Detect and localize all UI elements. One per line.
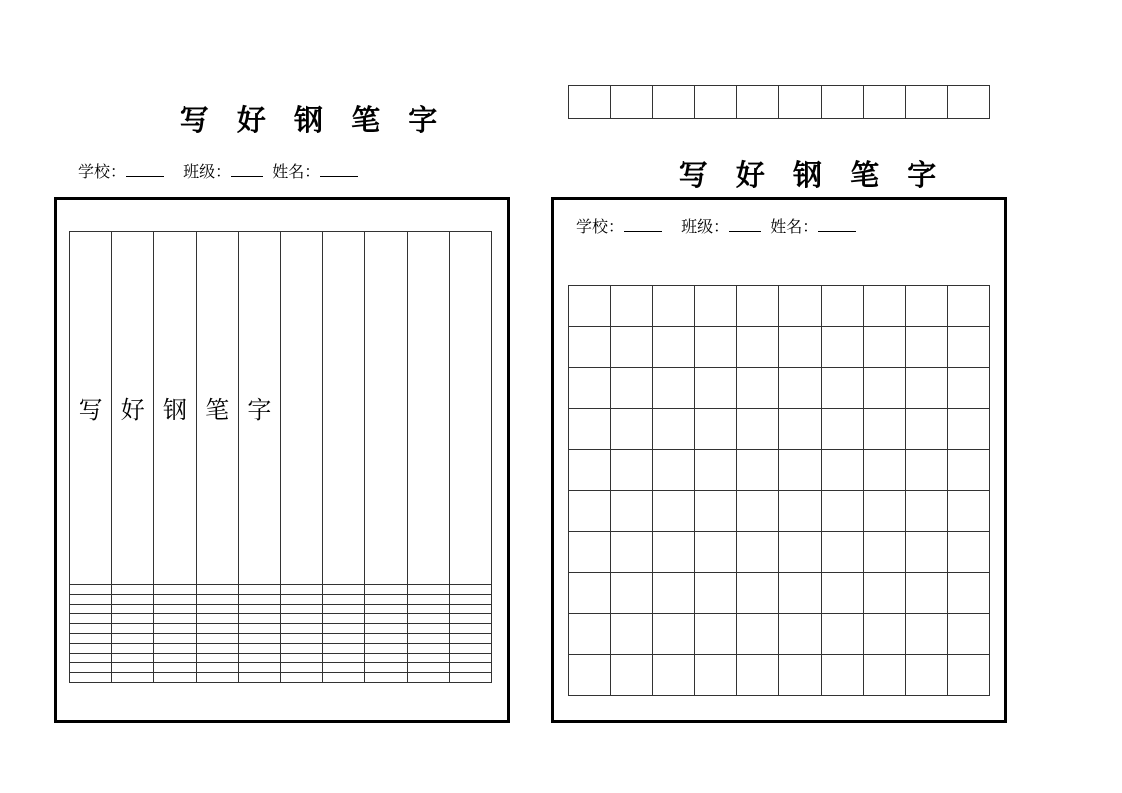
grid-cell[interactable]: [653, 573, 695, 614]
grid-cell[interactable]: [280, 663, 322, 673]
grid-cell[interactable]: [323, 663, 365, 673]
grid-cell[interactable]: [737, 286, 779, 327]
grid-cell[interactable]: [449, 584, 491, 594]
grid-cell[interactable]: [695, 86, 737, 119]
grid-cell[interactable]: [905, 286, 947, 327]
grid-cell[interactable]: [323, 614, 365, 624]
grid-cell[interactable]: [323, 643, 365, 653]
grid-cell[interactable]: [695, 614, 737, 655]
class-label: 班级：: [681, 217, 730, 236]
grid-cell[interactable]: [449, 663, 491, 673]
grid-row: [569, 327, 990, 368]
grid-cell[interactable]: [407, 594, 449, 604]
grid-cell[interactable]: [821, 450, 863, 491]
grid-row: [70, 604, 492, 614]
grid-cell[interactable]: [407, 643, 449, 653]
grid-cell[interactable]: [779, 614, 821, 655]
grid-cell[interactable]: [407, 584, 449, 594]
grid-cell[interactable]: [905, 86, 947, 119]
grid-cell[interactable]: [821, 532, 863, 573]
grid-cell[interactable]: [112, 673, 154, 683]
grid-cell[interactable]: [695, 286, 737, 327]
grid-cell[interactable]: [112, 594, 154, 604]
grid-cell[interactable]: [821, 86, 863, 119]
grid-cell[interactable]: [905, 450, 947, 491]
grid-cell[interactable]: [154, 594, 196, 604]
grid-cell[interactable]: [821, 614, 863, 655]
grid-cell[interactable]: [863, 655, 905, 696]
grid-cell[interactable]: [449, 604, 491, 614]
grid-cell[interactable]: [154, 614, 196, 624]
grid-cell[interactable]: [70, 633, 112, 643]
grid-cell[interactable]: [154, 584, 196, 594]
class-label: 班级：: [183, 162, 232, 181]
grid-cell[interactable]: [70, 604, 112, 614]
grid-cell[interactable]: [365, 604, 407, 614]
grid-cell[interactable]: [70, 614, 112, 624]
grid-cell[interactable]: [779, 286, 821, 327]
grid-cell[interactable]: [196, 663, 238, 673]
grid-row: [569, 655, 990, 696]
grid-cell[interactable]: [154, 604, 196, 614]
grid-cell[interactable]: [407, 614, 449, 624]
grid-row: [569, 86, 990, 119]
grid-cell[interactable]: [449, 624, 491, 634]
grid-cell[interactable]: [569, 409, 611, 450]
grid-cell[interactable]: [779, 86, 821, 119]
left-info-fields: [78, 159, 372, 182]
grid-cell[interactable]: [863, 409, 905, 450]
right-info-fields: [576, 214, 870, 237]
grid-cell[interactable]: [947, 327, 989, 368]
grid-cell[interactable]: [238, 643, 280, 653]
grid-cell[interactable]: [569, 614, 611, 655]
grid-cell[interactable]: [611, 491, 653, 532]
grid-cell[interactable]: [779, 532, 821, 573]
grid-cell[interactable]: [863, 368, 905, 409]
grid-cell[interactable]: [238, 653, 280, 663]
grid-cell[interactable]: [449, 232, 491, 585]
grid-cell[interactable]: [611, 532, 653, 573]
grid-cell[interactable]: [407, 653, 449, 663]
grid-cell[interactable]: [196, 653, 238, 663]
grid-cell[interactable]: [863, 450, 905, 491]
grid-cell[interactable]: [653, 409, 695, 450]
grid-cell[interactable]: [70, 643, 112, 653]
grid-cell[interactable]: [569, 86, 611, 119]
grid-row: [70, 643, 492, 653]
grid-cell[interactable]: [947, 286, 989, 327]
grid-cell[interactable]: [112, 643, 154, 653]
school-field[interactable]: [624, 217, 662, 232]
grid-cell[interactable]: [737, 368, 779, 409]
grid-cell[interactable]: [779, 409, 821, 450]
grid-cell[interactable]: [70, 673, 112, 683]
grid-cell[interactable]: [238, 584, 280, 594]
grid-cell[interactable]: [947, 573, 989, 614]
grid-cell[interactable]: [821, 286, 863, 327]
grid-cell[interactable]: [947, 86, 989, 119]
grid-cell[interactable]: [695, 409, 737, 450]
grid-row: [70, 584, 492, 594]
grid-cell[interactable]: [154, 633, 196, 643]
grid-cell[interactable]: [70, 663, 112, 673]
grid-cell[interactable]: [611, 327, 653, 368]
grid-cell[interactable]: [449, 673, 491, 683]
grid-cell[interactable]: [365, 633, 407, 643]
grid-cell[interactable]: [695, 573, 737, 614]
grid-cell[interactable]: [449, 594, 491, 604]
grid-cell[interactable]: [611, 614, 653, 655]
grid-cell[interactable]: [947, 450, 989, 491]
grid-cell[interactable]: [280, 614, 322, 624]
grid-cell[interactable]: 好: [112, 232, 154, 585]
grid-row: [569, 450, 990, 491]
grid-cell[interactable]: [947, 491, 989, 532]
name-field[interactable]: [818, 217, 856, 232]
class-field[interactable]: [729, 217, 761, 232]
grid-cell[interactable]: [238, 633, 280, 643]
grid-cell[interactable]: [779, 491, 821, 532]
grid-cell[interactable]: [323, 584, 365, 594]
grid-cell[interactable]: [112, 614, 154, 624]
grid-cell[interactable]: [779, 368, 821, 409]
grid-cell[interactable]: [280, 604, 322, 614]
grid-cell[interactable]: [569, 450, 611, 491]
grid-cell[interactable]: [779, 573, 821, 614]
grid-cell[interactable]: [947, 614, 989, 655]
grid-cell[interactable]: [323, 604, 365, 614]
grid-cell[interactable]: 笔: [196, 232, 238, 585]
grid-cell[interactable]: [196, 614, 238, 624]
grid-cell[interactable]: [611, 573, 653, 614]
grid-cell[interactable]: [905, 573, 947, 614]
grid-cell[interactable]: [653, 655, 695, 696]
grid-cell[interactable]: [779, 327, 821, 368]
grid-cell[interactable]: [449, 633, 491, 643]
grid-row: [569, 614, 990, 655]
grid-cell[interactable]: [779, 450, 821, 491]
grid-cell[interactable]: [323, 653, 365, 663]
grid-cell[interactable]: [611, 409, 653, 450]
name-field[interactable]: [320, 162, 358, 177]
grid-cell[interactable]: [280, 673, 322, 683]
grid-cell[interactable]: [737, 614, 779, 655]
grid-cell[interactable]: [737, 409, 779, 450]
grid-cell[interactable]: [695, 450, 737, 491]
grid-cell[interactable]: [323, 673, 365, 683]
grid-cell[interactable]: [653, 614, 695, 655]
grid-cell[interactable]: [407, 673, 449, 683]
grid-cell[interactable]: [863, 86, 905, 119]
grid-cell[interactable]: [695, 491, 737, 532]
grid-cell[interactable]: 字: [238, 232, 280, 585]
grid-cell[interactable]: [365, 673, 407, 683]
grid-cell[interactable]: [821, 491, 863, 532]
grid-cell[interactable]: [569, 491, 611, 532]
grid-row: [70, 653, 492, 663]
grid-cell[interactable]: [365, 643, 407, 653]
grid-cell[interactable]: [196, 633, 238, 643]
grid-cell[interactable]: [779, 655, 821, 696]
grid-cell[interactable]: [653, 532, 695, 573]
grid-cell[interactable]: [112, 624, 154, 634]
grid-row: [70, 614, 492, 624]
grid-cell[interactable]: [611, 86, 653, 119]
grid-cell[interactable]: [695, 327, 737, 368]
grid-cell[interactable]: [737, 573, 779, 614]
grid-cell[interactable]: 钢: [154, 232, 196, 585]
grid-cell[interactable]: 写: [70, 232, 112, 585]
grid-cell[interactable]: [196, 643, 238, 653]
grid-cell[interactable]: [863, 532, 905, 573]
left-sheet-title: 写 好 钢 笔 字: [179, 103, 447, 137]
grid-cell[interactable]: [323, 624, 365, 634]
grid-cell[interactable]: [238, 614, 280, 624]
grid-cell[interactable]: [238, 663, 280, 673]
grid-cell[interactable]: [323, 633, 365, 643]
grid-cell[interactable]: [154, 653, 196, 663]
grid-cell[interactable]: [407, 663, 449, 673]
grid-cell[interactable]: [737, 532, 779, 573]
grid-cell[interactable]: [905, 532, 947, 573]
grid-cell[interactable]: [653, 327, 695, 368]
grid-cell[interactable]: [365, 653, 407, 663]
grid-cell[interactable]: [112, 653, 154, 663]
grid-cell[interactable]: [821, 573, 863, 614]
grid-row: [569, 532, 990, 573]
grid-cell[interactable]: [154, 624, 196, 634]
grid-cell[interactable]: [863, 573, 905, 614]
grid-cell[interactable]: [280, 643, 322, 653]
grid-cell[interactable]: [863, 614, 905, 655]
grid-cell[interactable]: [196, 604, 238, 614]
grid-cell[interactable]: [569, 286, 611, 327]
grid-cell[interactable]: [905, 491, 947, 532]
grid-cell[interactable]: [695, 368, 737, 409]
name-label: 姓名：: [770, 217, 819, 236]
grid-cell[interactable]: [569, 532, 611, 573]
grid-row: [70, 673, 492, 683]
grid-cell[interactable]: [569, 368, 611, 409]
grid-cell[interactable]: [112, 633, 154, 643]
grid-cell[interactable]: [449, 643, 491, 653]
grid-cell[interactable]: [737, 327, 779, 368]
grid-cell[interactable]: [196, 673, 238, 683]
grid-cell[interactable]: [407, 232, 449, 585]
grid-cell[interactable]: [154, 643, 196, 653]
grid-cell[interactable]: [238, 604, 280, 614]
school-label: 学校：: [78, 162, 127, 181]
grid-cell[interactable]: [323, 232, 365, 585]
grid-cell[interactable]: [449, 653, 491, 663]
grid-cell[interactable]: [947, 368, 989, 409]
grid-cell[interactable]: [695, 655, 737, 696]
grid-cell[interactable]: [737, 655, 779, 696]
grid-cell[interactable]: [365, 594, 407, 604]
grid-cell[interactable]: [407, 633, 449, 643]
grid-cell[interactable]: [653, 86, 695, 119]
grid-row: [569, 491, 990, 532]
grid-row: [70, 633, 492, 643]
grid-cell[interactable]: [280, 594, 322, 604]
name-label: 姓名：: [272, 162, 321, 181]
grid-cell[interactable]: [323, 594, 365, 604]
grid-cell[interactable]: [821, 655, 863, 696]
grid-cell[interactable]: [905, 655, 947, 696]
grid-cell[interactable]: [196, 624, 238, 634]
grid-cell[interactable]: [154, 673, 196, 683]
grid-cell[interactable]: [695, 532, 737, 573]
class-field[interactable]: [231, 162, 263, 177]
grid-cell[interactable]: [863, 327, 905, 368]
grid-cell[interactable]: [407, 624, 449, 634]
grid-cell[interactable]: [280, 624, 322, 634]
grid-row: [70, 232, 492, 585]
grid-cell[interactable]: [365, 614, 407, 624]
grid-cell[interactable]: [905, 614, 947, 655]
grid-cell[interactable]: [569, 573, 611, 614]
grid-row: [569, 573, 990, 614]
right-sheet-title: 写 好 钢 笔 字: [678, 158, 946, 192]
grid-cell[interactable]: [653, 368, 695, 409]
grid-cell[interactable]: [365, 584, 407, 594]
grid-row: [569, 286, 990, 327]
grid-cell[interactable]: [611, 368, 653, 409]
grid-cell[interactable]: [611, 450, 653, 491]
grid-cell[interactable]: [947, 409, 989, 450]
grid-cell[interactable]: [112, 604, 154, 614]
grid-row: [70, 624, 492, 634]
grid-cell[interactable]: [947, 655, 989, 696]
grid-row: [569, 409, 990, 450]
grid-cell[interactable]: [569, 655, 611, 696]
grid-cell[interactable]: [238, 594, 280, 604]
grid-cell[interactable]: [737, 491, 779, 532]
grid-cell[interactable]: [365, 232, 407, 585]
grid-cell[interactable]: [280, 653, 322, 663]
grid-cell[interactable]: [653, 491, 695, 532]
grid-cell[interactable]: [863, 286, 905, 327]
grid-row: [569, 368, 990, 409]
grid-cell[interactable]: [653, 286, 695, 327]
grid-cell[interactable]: [70, 584, 112, 594]
grid-cell[interactable]: [238, 673, 280, 683]
top-strip-grid: [568, 85, 990, 119]
right-writing-grid: [568, 285, 990, 696]
grid-cell[interactable]: [821, 409, 863, 450]
grid-cell[interactable]: [70, 594, 112, 604]
grid-cell[interactable]: [407, 604, 449, 614]
grid-cell[interactable]: [112, 663, 154, 673]
grid-cell[interactable]: [905, 327, 947, 368]
grid-cell[interactable]: [737, 86, 779, 119]
grid-cell[interactable]: [569, 327, 611, 368]
grid-cell[interactable]: [154, 663, 196, 673]
grid-cell[interactable]: [70, 653, 112, 663]
grid-cell[interactable]: [863, 491, 905, 532]
school-field[interactable]: [126, 162, 164, 177]
grid-cell[interactable]: [365, 624, 407, 634]
grid-cell[interactable]: [449, 614, 491, 624]
grid-cell[interactable]: [280, 584, 322, 594]
grid-cell[interactable]: [905, 368, 947, 409]
grid-cell[interactable]: [611, 286, 653, 327]
grid-cell[interactable]: [280, 232, 322, 585]
grid-cell[interactable]: [365, 663, 407, 673]
grid-cell[interactable]: [653, 450, 695, 491]
grid-cell[interactable]: [821, 368, 863, 409]
grid-cell[interactable]: [947, 532, 989, 573]
grid-cell[interactable]: [905, 409, 947, 450]
grid-cell[interactable]: [70, 624, 112, 634]
grid-cell[interactable]: [737, 450, 779, 491]
grid-cell[interactable]: [112, 584, 154, 594]
grid-cell[interactable]: [280, 633, 322, 643]
grid-cell[interactable]: [196, 594, 238, 604]
grid-row: [70, 594, 492, 604]
grid-cell[interactable]: [611, 655, 653, 696]
school-label: 学校：: [576, 217, 625, 236]
grid-row: [70, 663, 492, 673]
grid-cell[interactable]: [821, 327, 863, 368]
left-writing-grid: [69, 231, 492, 683]
grid-cell[interactable]: [196, 584, 238, 594]
grid-cell[interactable]: [238, 624, 280, 634]
